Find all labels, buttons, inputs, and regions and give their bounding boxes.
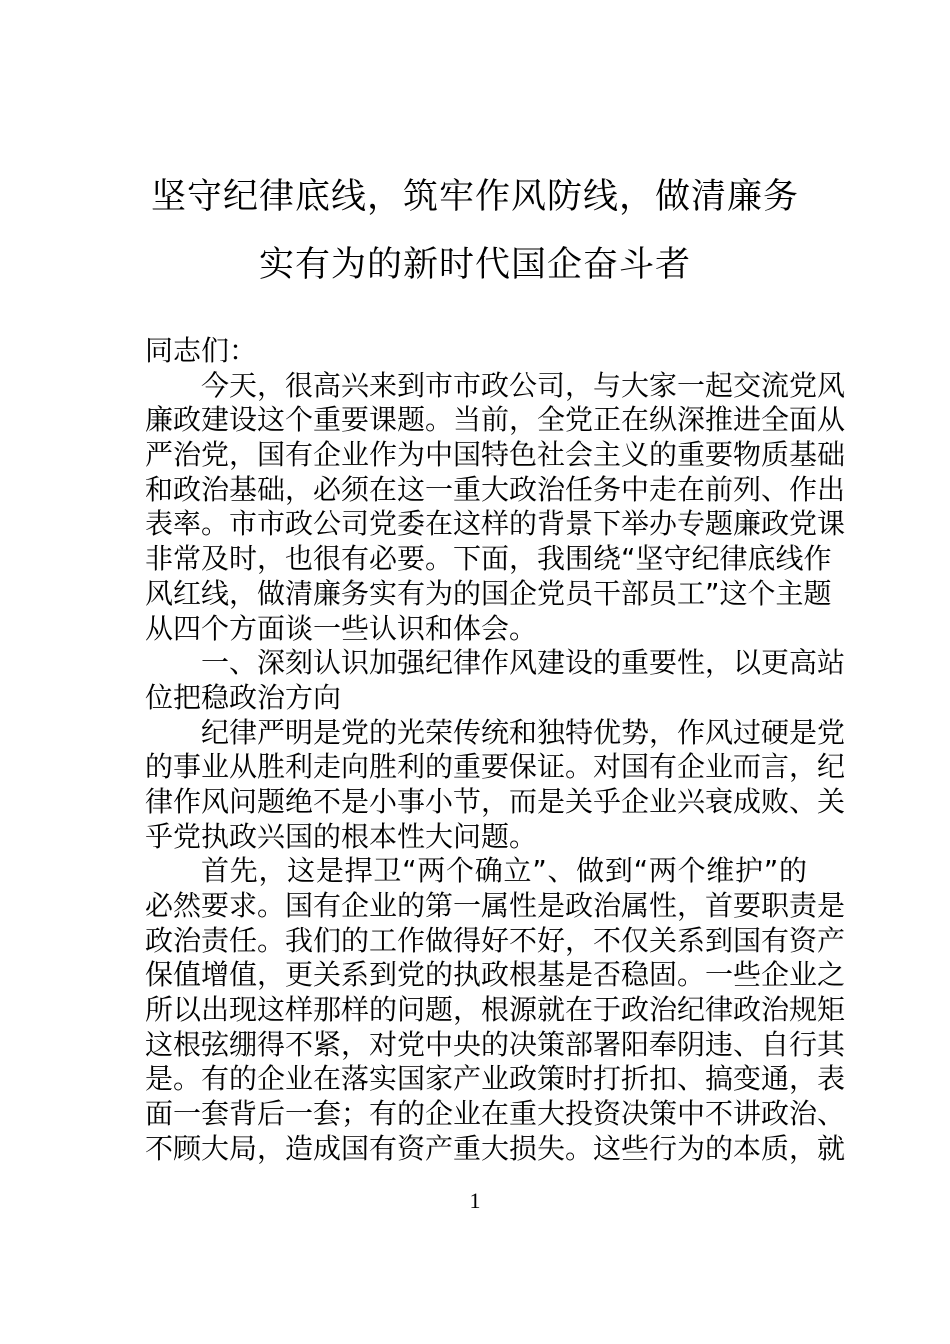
body-text-line: 这根弦绷得不紧，对党中央的决策部署阳奉阴违、自行其 xyxy=(145,1027,846,1061)
body-text-line: 所以出现这样那样的问题，根源就在于政治纪律政治规矩 xyxy=(145,993,846,1027)
body-text-line: 和政治基础，必须在这一重大政治任务中走在前列、作出 xyxy=(145,472,846,506)
body-text-line: 保值增值，更关系到党的执政根基是否稳固。一些企业之 xyxy=(145,958,846,992)
body-text-line: 不顾大局，造成国有资产重大损失。这些行为的本质，就 xyxy=(145,1131,846,1165)
body-text-line: 政治责任。我们的工作做得好不好，不仅关系到国有资产 xyxy=(145,923,846,957)
body-text-line: 同志们： xyxy=(145,334,258,367)
body-text-line: 乎党执政兴国的根本性大问题。 xyxy=(145,819,538,853)
body-text-line: 纪律严明是党的光荣传统和独特优势，作风过硬是党 xyxy=(201,715,846,749)
body-text-line: 严治党，国有企业作为中国特色社会主义的重要物质基础 xyxy=(145,438,846,472)
body-text-line: 一、深刻认识加强纪律作风建设的重要性，以更高站 xyxy=(201,646,846,680)
document-title-line-2: 实有为的新时代国企奋斗者 xyxy=(258,245,691,285)
body-text-line: 今天，很高兴来到市市政公司，与大家一起交流党风 xyxy=(201,368,846,402)
body-text-line: 从四个方面谈一些认识和体会。 xyxy=(145,611,538,645)
body-text-line: 的事业从胜利走向胜利的重要保证。对国有企业而言，纪 xyxy=(145,750,846,784)
body-text-line: 廉政建设这个重要课题。当前，全党正在纵深推进全面从 xyxy=(145,403,846,437)
body-text-line: 风红线，做清廉务实有为的国企党员干部员工”这个主题 xyxy=(145,576,832,610)
body-text-line: 表率。市市政公司党委在这样的背景下举办专题廉政党课 xyxy=(145,507,846,541)
body-text-line: 非常及时，也很有必要。下面，我围绕“坚守纪律底线作 xyxy=(145,542,832,576)
body-text-line: 首先，这是捍卫“两个确立”、做到“两个维护”的 xyxy=(201,854,807,888)
body-text-line: 是。有的企业在落实国家产业政策时打折扣、搞变通，表 xyxy=(145,1062,846,1096)
document-title-line-1: 坚守纪律底线，筑牢作风防线，做清廉务 xyxy=(150,177,799,217)
body-text-line: 面一套背后一套；有的企业在重大投资决策中不讲政治、 xyxy=(145,1097,846,1131)
page-number: 1 xyxy=(469,1188,481,1213)
body-text-line: 必然要求。国有企业的第一属性是政治属性，首要职责是 xyxy=(145,889,846,922)
body-text-line: 律作风问题绝不是小事小节，而是关乎企业兴衰成败、关 xyxy=(145,784,846,818)
document-body xyxy=(145,334,846,1167)
body-text-line: 位把稳政治方向 xyxy=(145,680,342,714)
